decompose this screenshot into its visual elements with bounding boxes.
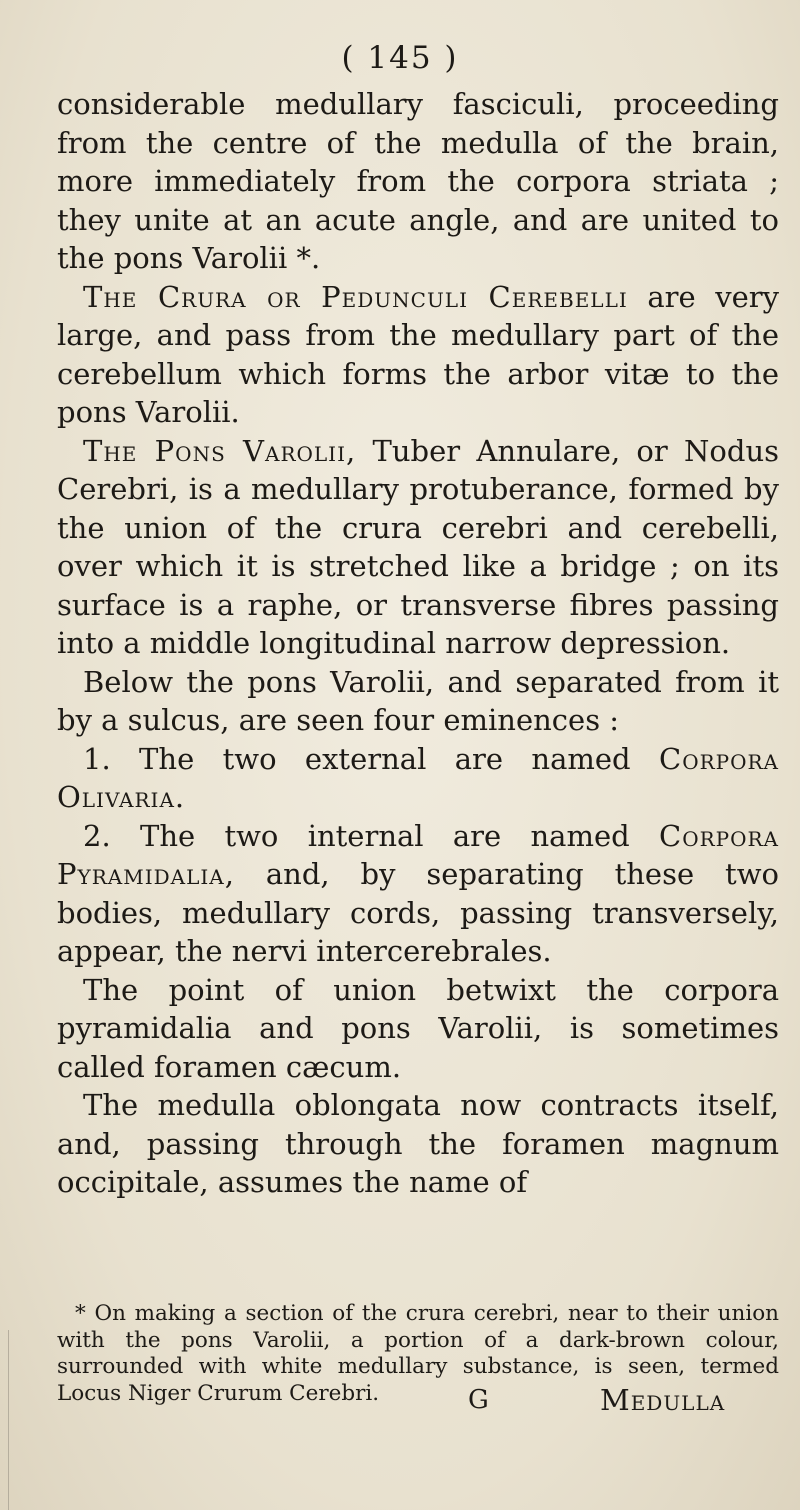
paragraph-5-text: 1. The two external are named bbox=[83, 741, 659, 776]
paragraph-2-text: are very large, and pass from the medullary part of the cerebellum which forms the arbor vitæ to the pons Varolii. bbox=[57, 279, 780, 429]
paragraph-2 bbox=[57, 278, 779, 432]
paragraph-3-term: The Pons Varolii, bbox=[83, 433, 357, 468]
page-edge-line bbox=[8, 1330, 9, 1510]
paragraph-7 bbox=[57, 971, 779, 1087]
paragraph-8-text: The medulla oblongata now contracts itself, and, passing through the foramen magnum occipitale, assumes the name of bbox=[57, 1088, 779, 1199]
body-text bbox=[57, 85, 779, 1202]
paragraph-4 bbox=[57, 663, 779, 740]
paragraph-3-text: Tuber Annulare, or Nodus Cerebri, is a medullary protuberance, formed by the union of the crura cerebri and cerebelli, over which it is stretched like a bridge ; on its surface is a raphe, or transverse fibres passing into a middle longitudinal narrow depression. bbox=[57, 433, 779, 660]
paragraph-8 bbox=[57, 1086, 779, 1202]
paragraph-6 bbox=[57, 817, 779, 971]
paragraph-5-term: Corpora Olivaria. bbox=[57, 741, 779, 814]
paragraph-6-term: Corpora Pyramidalia, bbox=[57, 818, 779, 891]
paragraph-1 bbox=[57, 85, 779, 278]
paragraph-5 bbox=[57, 740, 779, 817]
signature-mark: G bbox=[468, 1385, 489, 1415]
paragraph-6-text: 2. The two internal are named bbox=[83, 818, 659, 853]
paragraph-6-tail: and, by separating these two bodies, medullary cords, passing transversely, appear, the nervi intercerebrales. bbox=[57, 857, 779, 968]
footnote-text: * On making a section of the crura cerebri, near to their union with the pons Varolii, a portion of a dark-brown colour, surrounded with white medullary substance, is seen, termed Locus Niger Crurum Cerebri. bbox=[57, 1301, 779, 1406]
paragraph-7-text: The point of union betwixt the corpora pyramidalia and pons Varolii, is sometimes called foramen cæcum. bbox=[57, 972, 779, 1084]
paragraph-3 bbox=[57, 432, 779, 663]
paragraph-1-text: considerable medullary fasciculi, proceeding from the centre of the medulla of the brain, more immediately from the corpora striata ; they unite at an acute angle, and are united to the pons Varolii *. bbox=[57, 87, 779, 275]
catchword: Medulla bbox=[600, 1383, 726, 1417]
page-number: ( 145 ) bbox=[341, 40, 459, 76]
paragraph-4-text: Below the pons Varolii, and separated from it by a sulcus, are seen four eminences : bbox=[57, 664, 779, 737]
paragraph-2-term: The Crura or Pedunculi Cerebelli bbox=[83, 279, 628, 314]
